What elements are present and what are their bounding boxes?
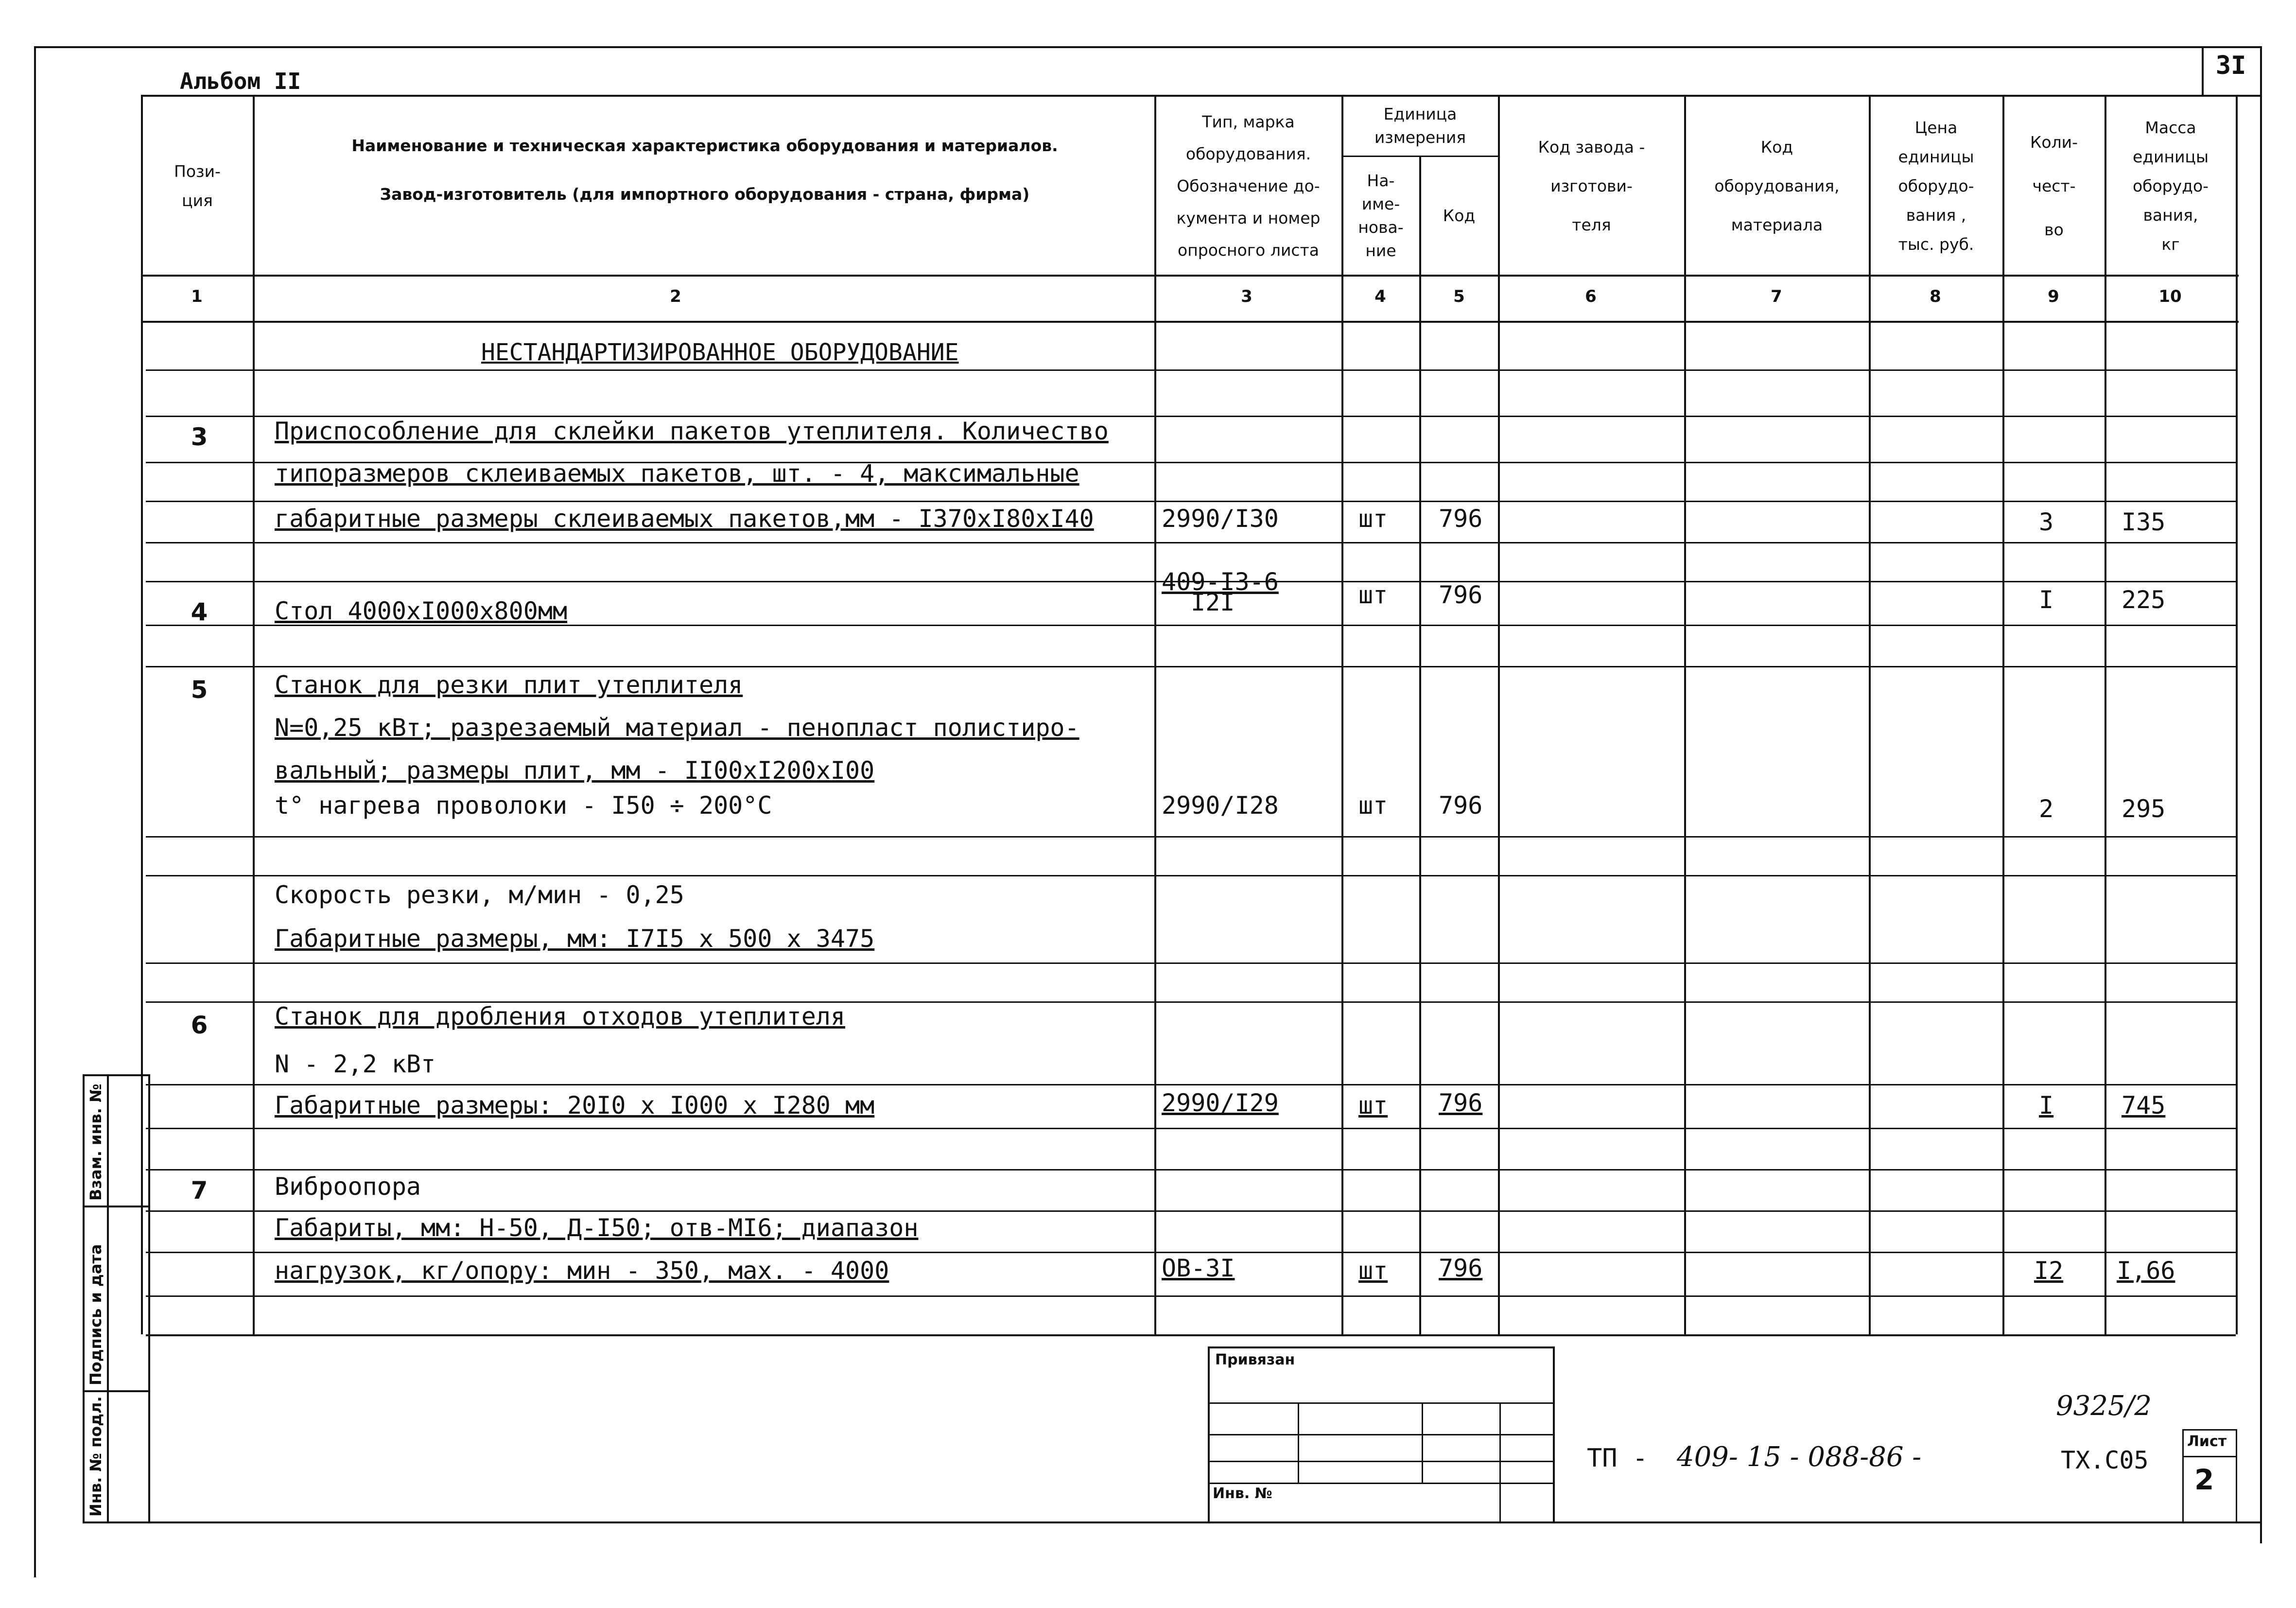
col-line-4: [1419, 156, 1421, 1334]
page-number-box-left: [2202, 46, 2204, 95]
position-number: 4: [191, 598, 208, 626]
col-line-1: [253, 95, 255, 1334]
stamp-row: [1208, 1483, 1553, 1484]
unit-name: шт: [1358, 1257, 1388, 1285]
item-text: Виброопора: [275, 1172, 421, 1201]
row-line: [146, 836, 2236, 838]
row-line: [146, 1252, 2236, 1253]
side-strip-div2: [83, 1390, 148, 1392]
column-number: 10: [2158, 287, 2182, 306]
type-mark: 409-I3-6: [1162, 568, 1279, 596]
mass: 295: [2122, 795, 2166, 823]
header-price: Цена единицы оборудо- вания , тыс. руб.: [1898, 118, 1974, 254]
item-text: Габаритные размеры: 20I0 x I000 x I280 мм: [275, 1091, 875, 1119]
stamp-col: [1298, 1402, 1299, 1483]
row-line: [146, 1128, 2236, 1129]
col-line-6: [1684, 95, 1686, 1334]
table-top: [141, 95, 2239, 97]
position-number: 5: [191, 676, 208, 704]
row-line: [146, 962, 2236, 964]
column-number: 3: [1241, 287, 1252, 306]
stamp-inv-no: Инв. №: [1213, 1485, 1272, 1502]
document-number: 9325/2: [2056, 1390, 2152, 1422]
side-label-inv-podl: Инв. № подл.: [87, 1396, 105, 1517]
col-line-9: [2105, 95, 2106, 1334]
section-title: НЕСТАНДАРТИЗИРОВАННОЕ ОБОРУДОВАНИЕ: [481, 339, 959, 366]
column-number: 7: [1771, 287, 1782, 306]
side-strip-bottom: [83, 1521, 148, 1523]
header-type: Тип, марка оборудования. Обозначение до- кумента и номер опросного листа: [1176, 112, 1321, 260]
list-box-top: [2182, 1429, 2236, 1431]
column-number: 4: [1374, 287, 1386, 306]
stamp-privyazan: Привязан: [1215, 1351, 1295, 1368]
unit-code: 796: [1439, 505, 1483, 533]
unit-name: шт: [1358, 791, 1388, 820]
position-number: 3: [191, 423, 208, 451]
column-number: 8: [1930, 287, 1941, 306]
document-code: 409- 15 - 088-86 -: [1677, 1441, 1922, 1473]
album-label: Альбом II: [180, 68, 301, 94]
item-text: габаритные размеры склеиваемых пакетов,мм - I370xI80xI40: [275, 505, 1094, 533]
outer-frame-top: [34, 46, 2260, 48]
side-strip-mid: [107, 1074, 109, 1521]
col-line-3: [1341, 95, 1343, 1334]
list-number: 2: [2194, 1463, 2214, 1496]
item-text: Стол 4000xI000x800мм: [275, 597, 568, 625]
row-line: [146, 1295, 2236, 1297]
item-text: Станок для дробления отходов утеплителя: [275, 1002, 845, 1031]
stamp-col: [1499, 1402, 1501, 1521]
item-text: вальный; размеры плит, мм - II00xI200xI00: [275, 756, 875, 785]
item-text: типоразмеров склеиваемых пакетов, шт. - 4, максимальные: [275, 459, 1079, 488]
header-position: Пози- ция: [174, 161, 221, 210]
side-label-podpis: Подпись и дата: [87, 1244, 105, 1385]
quantity: I: [2039, 586, 2054, 614]
type-mark: 2990/I30: [1162, 505, 1279, 533]
item-text: Габариты, мм: Н-50, Д-I50; отв-МI6; диапазон: [275, 1214, 919, 1242]
side-label-vzam-inv: Взам. инв. №: [87, 1084, 105, 1201]
stamp-right: [1553, 1346, 1555, 1521]
column-number: 1: [191, 287, 203, 306]
item-text: N=0,25 кВт; разрезаемый материал - пенопласт полистиро-: [275, 714, 1079, 742]
column-number: 5: [1453, 287, 1465, 306]
list-box-mid: [2182, 1456, 2236, 1457]
unit-name: шт: [1358, 505, 1388, 533]
row-line: [146, 666, 2236, 667]
bottom-frame: [148, 1521, 2260, 1523]
side-strip-left: [83, 1074, 85, 1521]
col-line-0: [141, 95, 143, 1334]
header-units: Единица измерения: [1374, 105, 1466, 147]
col-line-10: [2236, 95, 2238, 1334]
item-text: Приспособление для склейки пакетов утеплителя. Количество: [275, 417, 1109, 445]
header-mass: Масса единицы оборудо- вания, кг: [2132, 118, 2209, 254]
mass: I35: [2122, 508, 2166, 536]
unit-code: 796: [1439, 791, 1483, 820]
row-line: [146, 369, 2236, 371]
mass: 225: [2122, 586, 2166, 614]
position-number: 7: [191, 1176, 208, 1205]
row-line: [146, 1210, 2236, 1212]
unit-code: 796: [1439, 1254, 1483, 1282]
header-name-line1: Наименование и техническая характеристика оборудования и материалов.: [351, 136, 1058, 155]
side-strip-div1: [83, 1206, 148, 1207]
row-line: [146, 501, 2236, 502]
row-line: [146, 1084, 2236, 1085]
position-number: 6: [191, 1011, 208, 1039]
stamp-col: [1422, 1402, 1423, 1483]
quantity: 3: [2039, 508, 2054, 536]
header-bottom: [141, 275, 2239, 277]
header-quantity: Коли- чест- во: [2030, 132, 2078, 239]
type-mark: 2990/I28: [1162, 791, 1279, 820]
item-text: Габаритные размеры, мм: I7I5 x 500 x 3475: [275, 925, 875, 953]
row-line: [146, 542, 2236, 543]
row-line: [146, 875, 2236, 876]
header-unit-name: На- име- нова- ние: [1358, 171, 1404, 260]
mass: I,66: [2117, 1257, 2175, 1285]
header-name-line2: Завод-изготовитель (для импортного оборудования - страна, фирма): [380, 185, 1030, 204]
header-equipment-code: Код оборудования, материала: [1714, 137, 1840, 234]
item-text: Станок для резки плит утеплителя: [275, 671, 743, 699]
stamp-row: [1208, 1434, 1553, 1435]
column-number: 2: [670, 287, 681, 306]
side-strip-top: [83, 1074, 148, 1076]
unit-code: 796: [1439, 1089, 1483, 1117]
col-line-2: [1154, 95, 1156, 1334]
quantity: I2: [2034, 1257, 2064, 1285]
col-line-5: [1498, 95, 1500, 1334]
column-number: 6: [1585, 287, 1597, 306]
header-manufacturer-code: Код завода - изготови- теля: [1538, 137, 1645, 234]
stamp-row: [1208, 1402, 1553, 1404]
outer-frame-left: [34, 46, 36, 1577]
table-bottom: [146, 1334, 2236, 1336]
side-strip-right: [148, 1074, 150, 1521]
stamp-row: [1208, 1461, 1553, 1462]
unit-name: шт: [1358, 1091, 1388, 1119]
row-line: [146, 1169, 2236, 1171]
unit-name: шт: [1358, 581, 1388, 609]
list-box-left: [2182, 1429, 2184, 1521]
col-line-7: [1869, 95, 1871, 1334]
col-line-8: [2002, 95, 2004, 1334]
list-box-right: [2236, 1429, 2237, 1521]
header-unit-code: Код: [1443, 206, 1476, 225]
type-mark: ОВ-3I: [1162, 1254, 1235, 1282]
unit-code: 796: [1439, 581, 1483, 609]
column-number: 9: [2048, 287, 2059, 306]
list-label: Лист: [2187, 1433, 2227, 1450]
outer-frame-right: [2260, 46, 2262, 1543]
sheet-code: ТХ.С05: [2061, 1446, 2149, 1474]
item-text: N - 2,2 кВт: [275, 1050, 436, 1078]
code-prefix: ТП -: [1587, 1444, 1648, 1473]
type-mark-sheet: I2I: [1191, 588, 1235, 616]
page-number: 3I: [2215, 51, 2246, 80]
quantity: 2: [2039, 795, 2054, 823]
column-number-bottom: [141, 321, 2239, 323]
item-text: t° нагрева проволоки - I50 ÷ 200°С: [275, 791, 772, 820]
item-text: Скорость резки, м/мин - 0,25: [275, 881, 684, 909]
type-mark: 2990/I29: [1162, 1089, 1279, 1117]
item-text: нагрузок, кг/опору: мин - 350, мах. - 4000: [275, 1257, 889, 1285]
mass: 745: [2122, 1091, 2166, 1119]
stamp-top: [1208, 1346, 1553, 1348]
quantity: I: [2039, 1091, 2054, 1119]
